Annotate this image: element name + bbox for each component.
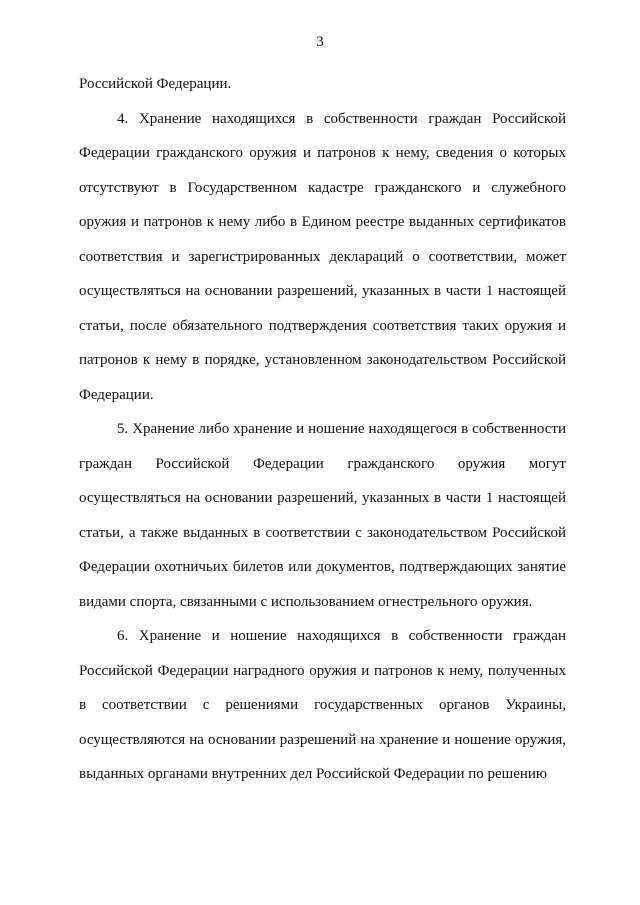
paragraph-4: 4. Хранение находящихся в собственности граждан Российской Федерации гражданского оружия и патронов к нему, сведения о которых отсутствуют в Государственном кадастре гражданского и служебного оружия и патронов к нему либо в Едином реестре выданных сертификатов соответствия и зарегистрированных деклараций о соответствии, может осуществляться на основании разрешений, указанных в части 1 настоящей статьи, после обязательного подтверждения соответствия таких оружия и патронов к нему в порядке, установленном законодательством Российской Федерации. [79, 110, 566, 403]
paragraph-6: 6. Хранение и ношение находящихся в собственности граждан Российской Федерации наградного оружия и патронов к нему, полученных в соответствии с решениями государственных органов Украины, осуществляются на основании разрешений на хранение и ношение оружия, выданных органами внутренних дел Российской Федерации по решению [79, 628, 566, 782]
paragraph-5: 5. Хранение либо хранение и ношение находящегося в собственности граждан Российской Федерации гражданского оружия могут осуществляться на основании разрешений, указанных в части 1 настоящей статьи, а также выданных в соответствии с законодательством Российской Федерации охотничьих билетов или документов, подтверждающих занятие видами спорта, связанными с использованием огнестрельного оружия. [79, 421, 566, 610]
document-body [79, 67, 566, 792]
paragraph-continuation: Российской Федерации. [79, 76, 232, 92]
page-number: 3 [316, 34, 324, 50]
